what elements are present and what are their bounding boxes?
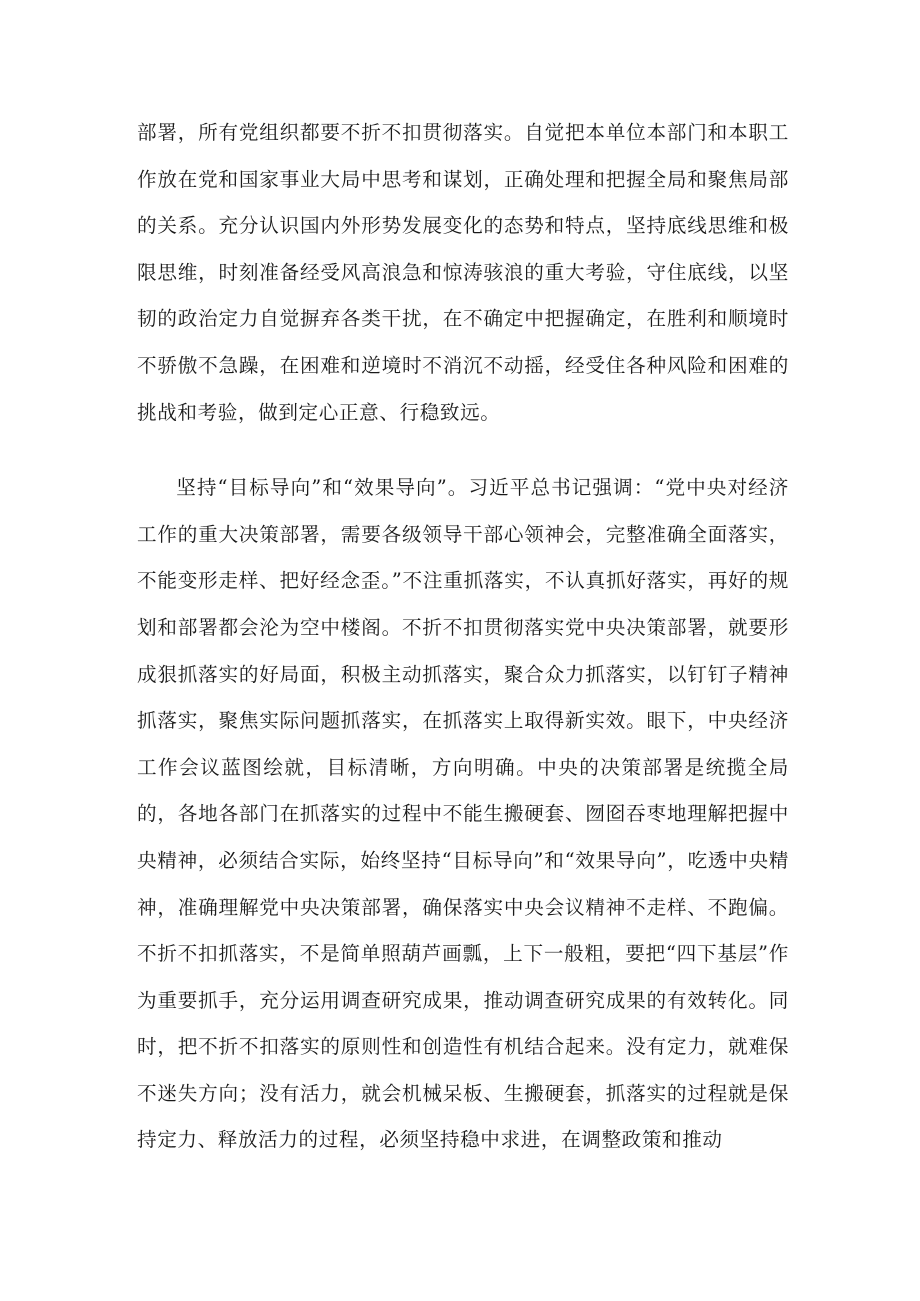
paragraph-continuation: 部署，所有党组织都要不折不扣贯彻落实。自觉把本单位本部门和本职工作放在党和国家事业大局中思考和谋划，正确处理和把握全局和聚焦局部的关系。充分认识国内外形势发展变化的态势和特点，坚持底线思维和极限思维，时刻准备经受风高浪急和惊涛骇浪的重大考验，守住底线，以坚韧的政治定力自觉摒弃各类干扰，在不确定中把握确定，在胜利和顺境时不骄傲不急躁，在困难和逆境时不消沉不动摇，经受住各种风险和困难的挑战和考验，做到定心正意、行稳致远。 <box>137 121 789 424</box>
paragraph-goal-orientation: 坚持“目标导向”和“效果导向”。习近平总书记强调：“党中央对经济工作的重大决策部署，需要各级领导干部心领神会，完整准确全面落实，不能变形走样、把好经念歪。”不注重抓落实，不认真抓好落实，再好的规划和部署都会沦为空中楼阁。不折不扣贯彻落实党中央决策部署，就要形成狠抓落实的好局面，积极主动抓落实，聚合众力抓落实，以钉钉子精神抓落实，聚焦实际问题抓落实，在抓落实上取得新实效。眼下，中央经济工作会议蓝图绘就，目标清晰，方向明确。中央的决策部署是统揽全局的，各地各部门在抓落实的过程中不能生搬硬套、囫囵吞枣地理解把握中央精神，必须结合实际，始终坚持“目标导向”和“效果导向”，吃透中央精神，准确理解党中央决策部署，确保落实中央会议精神不走样、不跑偏。不折不扣抓落实，不是简单照葫芦画瓢，上下一般粗，要把“四下基层”作为重要抓手，充分运用调查研究成果，推动调查研究成果的有效转化。同时，把不折不扣落实的原则性和创造性有机结合起来。没有定力，就难保不迷失方向；没有活力，就会机械呆板、生搬硬套，抓落实的过程就是保持定力、释放活力的过程，必须坚持稳中求进，在调整政策和推动 <box>137 476 789 1152</box>
document-body <box>137 110 789 1164</box>
paragraph-spacer <box>137 436 789 465</box>
